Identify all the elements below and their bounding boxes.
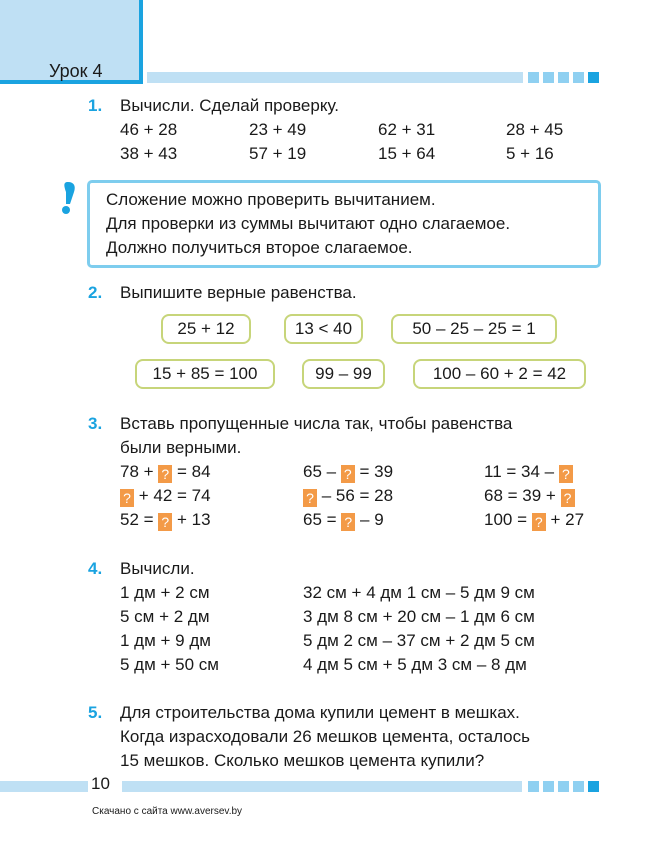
task-number: 1. [88,96,103,115]
equation-box: 25 + 12 [161,314,251,344]
lesson-title: Урок 4 [49,61,103,81]
task-number: 5. [88,703,103,722]
expression: 15 + 64 [378,144,436,163]
header-square [588,72,599,83]
missing-number-box: ? [532,513,546,531]
header-rule [147,72,523,83]
rule-line: Для проверки из суммы вычитают одно слагаемое. [106,214,511,233]
rule-line: Должно получиться второе слагаемое. [106,238,413,257]
source-note: Скачано с сайта www.aversev.by [92,806,243,817]
footer-rule [0,781,88,792]
header-square [528,72,539,83]
footer-square [543,781,554,792]
footer-square [588,781,599,792]
word-problem-line: Когда израсходовали 26 мешков цемента, осталось [120,727,530,746]
expression: 23 + 49 [249,120,307,139]
equation-box: 50 – 25 – 25 = 1 [391,314,557,344]
equation-box: 100 – 60 + 2 = 42 [413,359,586,389]
equation-box: 13 < 40 [284,314,363,344]
equation: 78 + ? = 84 [120,462,211,482]
footer-square [558,781,569,792]
equation: ? + 42 = 74 [120,486,211,507]
expression: 3 дм 8 см + 20 см – 1 дм 6 см [303,607,535,626]
expression: 32 см + 4 дм 1 см – 5 дм 9 см [303,583,535,602]
expression: 4 дм 5 см + 5 дм 3 см – 8 дм [303,655,527,674]
task-number: 2. [88,283,103,302]
expression: 28 + 45 [506,120,564,139]
word-problem-line: 15 мешков. Сколько мешков цемента купили? [120,751,485,770]
missing-number-box: ? [303,489,317,507]
footer-rule [122,781,522,792]
missing-number-box: ? [158,465,172,483]
missing-number-box: ? [561,489,575,507]
equation: 68 = 39 + ? [484,486,575,507]
equation: 52 = ? + 13 [120,510,211,530]
task-instruction: Вычисли. Сделай проверку. [120,96,339,115]
expression: 1 дм + 2 см [120,583,210,602]
task-instruction: Вставь пропущенные числа так, чтобы равенства [120,414,513,433]
header-square [543,72,554,83]
expression: 57 + 19 [249,144,307,163]
missing-number-box: ? [559,465,573,483]
task-instruction: Вычисли. [120,559,195,578]
header-square [573,72,584,83]
expression: 5 + 16 [506,144,554,163]
missing-number-box: ? [120,489,134,507]
footer-square [573,781,584,792]
equation: 65 = ? – 9 [303,510,384,530]
expression: 5 см + 2 дм [120,607,210,626]
equation: 100 = ? + 27 [484,510,585,530]
missing-number-box: ? [158,513,172,531]
equation: 65 – ? = 39 [303,462,394,482]
expression: 1 дм + 9 дм [120,631,211,650]
task-instruction: были верными. [120,438,242,457]
expression: 62 + 31 [378,120,436,139]
expression: 5 дм + 50 см [120,655,219,674]
task-number: 4. [88,559,103,578]
equation-box: 15 + 85 = 100 [135,359,275,389]
missing-number-box: ? [341,513,355,531]
expression: 38 + 43 [120,144,178,163]
task-instruction: Выпишите верные равенства. [120,283,357,302]
equation-box: 99 – 99 [302,359,385,389]
word-problem-line: Для строительства дома купили цемент в мешках. [120,703,520,722]
missing-number-box: ? [341,465,355,483]
equation: ? – 56 = 28 [303,486,393,507]
page-number: 10 [91,774,110,793]
expression: 5 дм 2 см – 37 см + 2 дм 5 см [303,631,535,650]
footer-square [528,781,539,792]
header-square [558,72,569,83]
expression: 46 + 28 [120,120,178,139]
task-number: 3. [88,414,103,433]
rule-line: Сложение можно проверить вычитанием. [106,190,436,209]
exclamation-icon [55,180,81,216]
equation: 11 = 34 – ? [484,462,573,483]
